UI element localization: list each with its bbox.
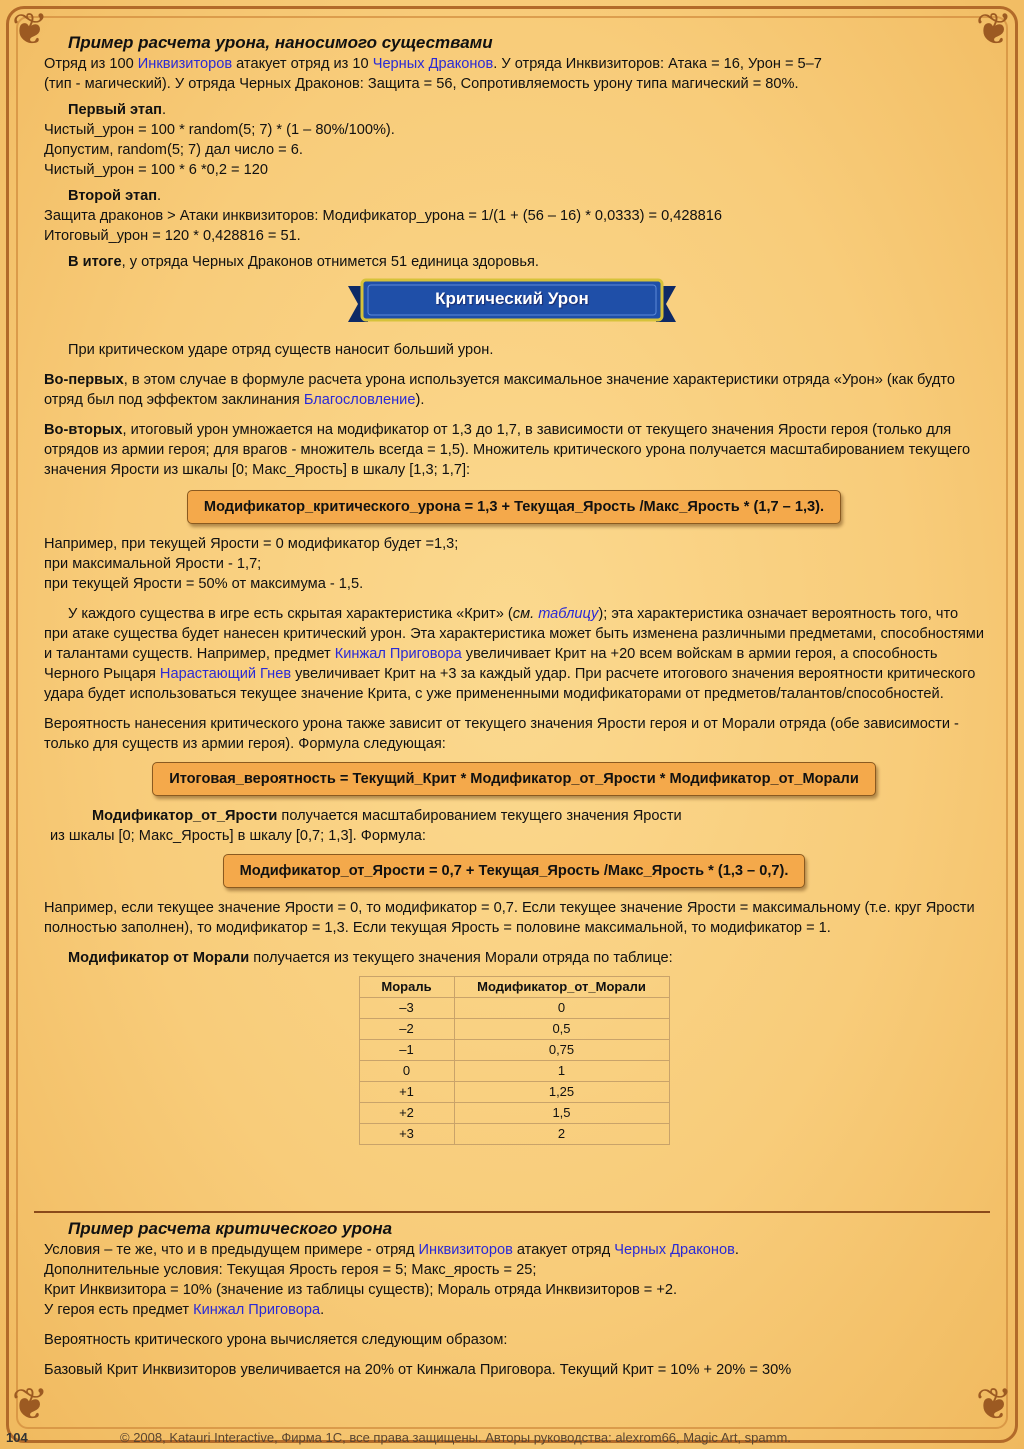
text: . — [734, 1242, 739, 1258]
link-black-dragons[interactable]: Черных Драконов — [614, 1242, 735, 1258]
text: Отряд из 100 — [44, 56, 138, 72]
example-line: при текущей Ярости = 50% от максимума - 1,5. — [44, 576, 364, 592]
example-line: при максимальной Ярости - 1,7; — [44, 556, 262, 572]
crit-paragraph-6: Например, если текущее значение Ярости = 0, то модификатор = 0,7. Если текущее значение Ярости = максимальному (т.е. круг Ярости полностью заполнен), то модификатор = 1,3. Если текущая Ярость = половине максимальной, то модификатор = 1. — [44, 900, 975, 936]
crit-paragraph-5-line2: из шкалы [0; Макс_Ярость] в шкалу [0,7; 1,3]. Формула: — [50, 828, 426, 844]
corner-ornament-icon: ❦ — [975, 4, 1013, 55]
corner-ornament-icon: ❦ — [975, 1379, 1013, 1430]
crit-paragraph-1 — [44, 370, 984, 410]
text: увеличивает Крит на +3 за каждый удар. При расчете итогового значения вероятности критического удара будет использоваться текущее значение Крита, с уже примененными модификаторами от предметов/талантов/способностей. — [44, 666, 976, 702]
text: У героя есть предмет — [44, 1302, 194, 1318]
table-row — [359, 1040, 669, 1061]
text: , в этом случае в формуле расчета урона используется максимальное значение характеристики отряда «Урон» (как будто отряд был под эффектом заклинания — [44, 372, 956, 408]
example2-line5: Вероятность критического урона вычисляется следующим образом: — [44, 1332, 508, 1348]
crit-paragraph-7 — [68, 948, 984, 968]
link-blessing[interactable]: Благословление — [303, 392, 416, 408]
table-cell: 0 — [454, 998, 669, 1019]
section-divider — [34, 1211, 990, 1213]
text: . У отряда Инквизиторов: Атака = 16, Урон = 5–7 — [493, 56, 822, 72]
text: ). — [415, 392, 425, 408]
stage2-line: Итоговый_урон = 120 * 0,428816 = 51. — [44, 228, 301, 244]
table-cell: –1 — [359, 1040, 454, 1061]
example1-result — [68, 252, 984, 272]
example1-title: Пример расчета урона, наносимого существами — [68, 33, 493, 52]
text: получается из текущего значения Морали отряда по таблице: — [249, 950, 673, 966]
text: атакует отряд из 10 — [232, 56, 373, 72]
page-content — [44, 32, 984, 1145]
example1-line2: (тип - магический). У отряда Черных Драконов: Защита = 56, Сопротивляемость урону типа магический = 80%. — [44, 76, 799, 92]
table-row — [359, 998, 669, 1019]
text: Условия – те же, что и в предыдущем примере - отряд — [44, 1242, 419, 1258]
table-row — [359, 1019, 669, 1040]
stage2-line: Защита драконов > Атаки инквизиторов: Модификатор_урона = 1/(1 + (56 – 16) * 0,0333) = 0,428816 — [44, 208, 722, 224]
table-row — [359, 1061, 669, 1082]
link-dagger[interactable]: Кинжал Приговора — [334, 646, 462, 662]
table-row — [359, 1082, 669, 1103]
link-table[interactable]: таблицу — [538, 606, 599, 622]
text: , итоговый урон умножается на модификатор от 1,3 до 1,7, в зависимости от текущего значения Ярости героя (только для отрядов из армии героя; для врагов - множитель всегда = 1,5). Множитель критического урона получается масштабированием текущего значения Ярости из шкалы [0; Макс_Ярость] в шкалу [1,3; 1,7]: — [44, 422, 971, 478]
table-cell: +2 — [359, 1103, 454, 1124]
page-number: 104 — [6, 1430, 28, 1445]
text: см. — [512, 606, 539, 622]
corner-ornament-icon: ❦ — [11, 1379, 49, 1430]
table-row — [359, 1103, 669, 1124]
table-header: Мораль — [359, 977, 454, 998]
banner-title: Критический Урон — [435, 289, 589, 308]
text: . — [320, 1302, 325, 1318]
example2-line4 — [44, 1300, 984, 1320]
table-cell: 2 — [454, 1124, 669, 1145]
formula-final-probability: Итоговая_вероятность = Текущий_Крит * Модификатор_от_Ярости * Модификатор_от_Морали — [152, 762, 876, 796]
example2-title: Пример расчета критического урона — [68, 1219, 393, 1238]
morale-table-wrap — [44, 976, 984, 1145]
corner-ornament-icon: ❦ — [11, 4, 49, 55]
table-cell: 1 — [454, 1061, 669, 1082]
morale-table — [359, 976, 670, 1145]
crit-paragraph-2 — [44, 420, 984, 480]
crit-intro: При критическом ударе отряд существ наносит больший урон. — [68, 342, 494, 358]
bold-lead: Во-вторых — [44, 422, 123, 438]
bold-lead: Во-первых — [44, 372, 124, 388]
formula-crit-modifier: Модификатор_критического_урона = 1,3 + Текущая_Ярость /Макс_Ярость * (1,7 – 1,3). — [187, 490, 841, 524]
crit-paragraph-3 — [44, 604, 984, 704]
bold-lead: Модификатор_от_Ярости — [92, 808, 278, 824]
result-bold: В итоге — [68, 254, 122, 270]
table-cell: 0,75 — [454, 1040, 669, 1061]
bold-lead: Модификатор от Морали — [68, 950, 250, 966]
crit-paragraph-5 — [92, 806, 984, 826]
table-header: Модификатор_от_Морали — [454, 977, 669, 998]
example1-line1 — [44, 54, 984, 74]
table-cell: 0,5 — [454, 1019, 669, 1040]
example2-line3: Крит Инквизитора = 10% (значение из таблицы существ); Мораль отряда Инквизиторов = +2. — [44, 1282, 678, 1298]
section-banner — [44, 278, 984, 334]
example2-line1 — [44, 1240, 984, 1260]
crit-paragraph-4: Вероятность нанесения критического урона также зависит от текущего значения Ярости героя и от Морали отряда (обе зависимости - только для существ из армии героя). Формула следующая: — [44, 716, 959, 752]
formula-rage-modifier: Модификатор_от_Ярости = 0,7 + Текущая_Ярость /Макс_Ярость * (1,3 – 0,7). — [223, 854, 806, 888]
stage1-line: Допустим, random(5; 7) дал число = 6. — [44, 142, 303, 158]
example2-line2: Дополнительные условия: Текущая Ярость героя = 5; Макс_ярость = 25; — [44, 1262, 537, 1278]
stage2-label: Второй этап — [68, 188, 158, 204]
copyright-text: © 2008, Katauri Interactive, Фирма 1С, все права защищены. Авторы руководства: alexrom66, Magic Art, spamm. — [120, 1430, 791, 1445]
link-rising-rage[interactable]: Нарастающий Гнев — [159, 666, 292, 682]
table-cell: 1,25 — [454, 1082, 669, 1103]
stage1-heading: Первый этап. — [68, 102, 166, 118]
table-cell: –3 — [359, 998, 454, 1019]
link-inquisitors[interactable]: Инквизиторов — [418, 1242, 513, 1258]
text: атакует отряд — [512, 1242, 615, 1258]
example2-line6: Базовый Крит Инквизиторов увеличивается на 20% от Кинжала Приговора. Текущий Крит = 10% + 20% = 30% — [44, 1362, 792, 1378]
text: , у отряда Черных Драконов отнимется 51 единица здоровья. — [121, 254, 539, 270]
table-cell: +3 — [359, 1124, 454, 1145]
table-cell: –2 — [359, 1019, 454, 1040]
table-header-row — [359, 977, 669, 998]
stage1-label: Первый этап — [68, 102, 162, 118]
text: увеличивает Крит на +20 всем войскам в армии героя, а способность Черного Рыцаря — [44, 646, 938, 682]
example-line: Например, при текущей Ярости = 0 модификатор будет =1,3; — [44, 536, 459, 552]
table-row — [359, 1124, 669, 1145]
stage1-line: Чистый_урон = 100 * random(5; 7) * (1 – 80%/100%). — [44, 122, 395, 138]
table-cell: +1 — [359, 1082, 454, 1103]
text: ); эта характеристика означает вероятность того, что при атаке существа будет нанесен критический урон. Эта характеристика может быть изменена различными предметами, способностями и талантами существ. Например, предмет — [44, 606, 984, 662]
link-black-dragons[interactable]: Черных Драконов — [372, 56, 494, 72]
table-cell: 0 — [359, 1061, 454, 1082]
table-cell: 1,5 — [454, 1103, 669, 1124]
text: получается масштабированием текущего значения Ярости — [277, 808, 682, 824]
example2-section — [44, 1218, 984, 1380]
page-footer — [0, 1428, 1024, 1448]
link-inquisitors[interactable]: Инквизиторов — [137, 56, 233, 72]
text: У каждого существа в игре есть скрытая характеристика «Крит» ( — [68, 606, 513, 622]
stage2-heading: Второй этап. — [68, 188, 162, 204]
link-dagger[interactable]: Кинжал Приговора — [193, 1302, 321, 1318]
stage1-line: Чистый_урон = 100 * 6 *0,2 = 120 — [44, 162, 268, 178]
